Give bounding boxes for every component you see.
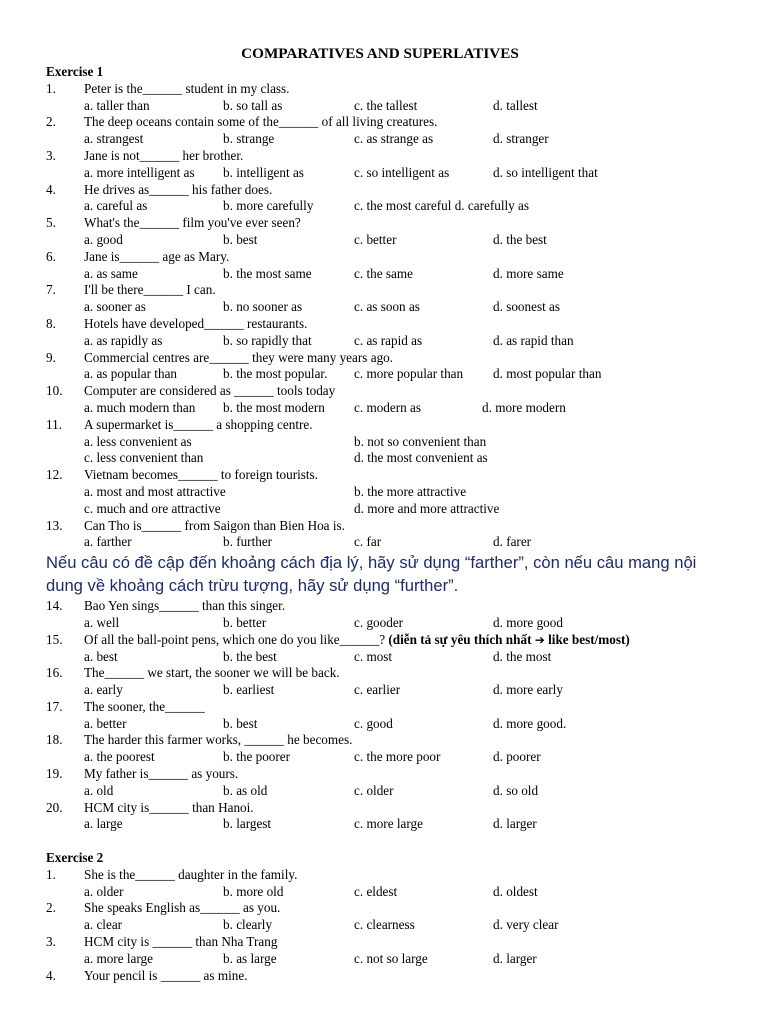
ex1-question-7 <box>46 282 714 299</box>
option-c: c. good <box>354 715 393 731</box>
option-a: a. as rapidly as <box>84 332 163 348</box>
question-stem: What's the______ film you've ever seen? <box>84 215 301 231</box>
question-11 <box>46 417 714 434</box>
question-number: 1. <box>46 80 56 96</box>
option-d: d. larger <box>493 816 537 832</box>
farther-further-note: Nếu câu có đề cập đến khoảng cách địa lý, hãy sử dụng “farther”, còn nếu câu mang nội dung về khoảng cách trừu tượng, hãy sử dụng “further”. <box>46 553 697 595</box>
ex2-question-1 <box>46 867 714 884</box>
question-15-options <box>46 649 714 666</box>
ex1-question-6-options <box>46 266 714 283</box>
ex1-question-4 <box>46 182 714 199</box>
ex1-question-3-options <box>46 165 714 182</box>
ex1-question-4-options <box>46 198 714 215</box>
option-b: b. as old <box>223 782 268 798</box>
ex1-b2-question-4-options <box>46 783 714 800</box>
option-b: b. further <box>223 534 273 550</box>
ex1-question-2-options <box>46 131 714 148</box>
ex1-b2-question-1 <box>46 665 714 682</box>
ex1-question-9-options <box>46 366 714 383</box>
option-b: b. the best <box>223 648 277 664</box>
question-hint-end: like best/most) <box>548 631 630 647</box>
option-d: d. more good <box>493 614 563 630</box>
option-c: c. clearness <box>354 917 415 933</box>
option-d: d. more same <box>493 265 564 281</box>
question-number: 2. <box>46 900 56 916</box>
ex1-b2-question-4 <box>46 766 714 783</box>
spacer <box>46 833 714 850</box>
option-d: d. stranger <box>493 131 549 147</box>
ex2-question-2 <box>46 900 714 917</box>
option-a: a. most and most attractive <box>84 483 226 499</box>
question-stem: My father is______ as yours. <box>84 766 239 782</box>
option-a: a. taller than <box>84 97 150 113</box>
option-a: a. less convenient as <box>84 433 192 449</box>
option-c: c. the more poor <box>354 749 441 765</box>
option-c: c. as soon as <box>354 299 420 315</box>
question-stem: HCM city is______ than Hanoi. <box>84 799 254 815</box>
question-stem: I'll be there______ I can. <box>84 282 216 298</box>
ex1-b2-question-3 <box>46 732 714 749</box>
question-number: 6. <box>46 248 56 264</box>
question-stem: The deep oceans contain some of the______ of all living creatures. <box>84 114 438 130</box>
option-d: d. as rapid than <box>493 332 574 348</box>
question-number: 18. <box>46 732 63 748</box>
question-stem: She speaks English as______ as you. <box>84 900 281 916</box>
ex1-question-2 <box>46 114 714 131</box>
option-a: a. as popular than <box>84 366 178 382</box>
option-a: a. good <box>84 231 123 247</box>
question-10 <box>46 383 714 400</box>
question-number: 12. <box>46 467 63 483</box>
question-number: 16. <box>46 665 63 681</box>
question-hint: (diễn tả sự yêu thích nhất <box>388 631 532 647</box>
option-b: b. intelligent as <box>223 164 304 180</box>
question-number: 5. <box>46 215 56 231</box>
question-stem: Vietnam becomes______ to foreign tourists. <box>84 467 318 483</box>
option-d: d. larger <box>493 950 537 966</box>
exercise-2-heading: Exercise 2 <box>46 850 104 866</box>
question-number: 11. <box>46 416 62 432</box>
ex1-question-5 <box>46 215 714 232</box>
option-d: d. more modern <box>482 399 566 415</box>
ex2-question-3 <box>46 934 714 951</box>
question-stem: Jane is______ age as Mary. <box>84 248 230 264</box>
option-a: a. the poorest <box>84 749 155 765</box>
ex2-question-1-options <box>46 884 714 901</box>
option-b: b. better <box>223 614 267 630</box>
option-a: a. better <box>84 715 127 731</box>
option-a: a. careful as <box>84 198 148 214</box>
exercise-2-question-4 <box>46 968 714 985</box>
question-number: 13. <box>46 517 63 533</box>
ex1-question-9 <box>46 350 714 367</box>
option-a: a. more large <box>84 950 153 966</box>
exercise-1-questions-16-20 <box>46 665 714 833</box>
question-number: 3. <box>46 934 56 950</box>
option-c: c. better <box>354 231 397 247</box>
option-a: a. strangest <box>84 131 144 147</box>
question-number: 1. <box>46 866 56 882</box>
question-stem: Can Tho is______ from Saigon than Bien Hoa is. <box>84 517 345 533</box>
ex1-b2-question-2-options <box>46 716 714 733</box>
ex2-question-2-options <box>46 917 714 934</box>
question-14 <box>46 598 714 615</box>
option-b: b. clearly <box>223 917 273 933</box>
question-stem: He drives as______ his father does. <box>84 181 273 197</box>
question-stem: Peter is the______ student in my class. <box>84 80 290 96</box>
question-stem: Of all the ball-point pens, which one do you like______? <box>84 631 386 647</box>
option-c: c. more large <box>354 816 423 832</box>
option-b: b. so rapidly that <box>223 332 312 348</box>
option-a: a. older <box>84 883 124 899</box>
option-d: d. tallest <box>493 97 538 113</box>
question-13-options <box>46 534 714 551</box>
question-13 <box>46 518 714 535</box>
option-c: c. far <box>354 534 382 550</box>
option-a: a. well <box>84 614 120 630</box>
option-c: c. more popular than <box>354 366 464 382</box>
question-number: 4. <box>46 967 56 983</box>
option-c: c. modern as <box>354 399 422 415</box>
option-c: c. eldest <box>354 883 398 899</box>
option-a: a. as same <box>84 265 138 281</box>
question-stem: Hotels have developed______ restaurants. <box>84 315 308 331</box>
option-c: c. the most careful d. carefully as <box>354 198 530 214</box>
option-b: b. not so convenient than <box>354 433 487 449</box>
question-12-options-row-2 <box>46 501 714 518</box>
option-b: b. best <box>223 715 258 731</box>
ex2-question-3-options <box>46 951 714 968</box>
ex1-question-5-options <box>46 232 714 249</box>
ex1-question-6 <box>46 249 714 266</box>
question-number: 14. <box>46 598 63 614</box>
option-d: d. the most convenient as <box>354 450 488 466</box>
option-c: c. as strange as <box>354 131 434 147</box>
exercise-1-heading: Exercise 1 <box>46 64 104 79</box>
option-b: b. no sooner as <box>223 299 303 315</box>
option-a: a. clear <box>84 917 123 933</box>
question-stem: She is the______ daughter in the family. <box>84 866 298 882</box>
option-c: c. most <box>354 648 393 664</box>
option-a: a. early <box>84 682 123 698</box>
option-b: b. the poorer <box>223 749 291 765</box>
option-c: c. as rapid as <box>354 332 423 348</box>
question-stem: Your pencil is ______ as mine. <box>84 967 248 983</box>
option-b: b. the more attractive <box>354 483 467 499</box>
option-d: d. the best <box>493 231 547 247</box>
option-a: a. farther <box>84 534 132 550</box>
option-d: d. more and more attractive <box>354 500 500 516</box>
question-stem: HCM city is ______ than Nha Trang <box>84 934 278 950</box>
option-a: a. more intelligent as <box>84 164 195 180</box>
ex1-question-7-options <box>46 299 714 316</box>
option-b: b. earliest <box>223 682 275 698</box>
option-b: b. as large <box>223 950 277 966</box>
arrow-icon: ➔ <box>534 632 545 647</box>
question-number: 2. <box>46 114 56 130</box>
ex1-question-3 <box>46 148 714 165</box>
document <box>46 44 714 984</box>
option-c: c. less convenient than <box>84 450 204 466</box>
option-d: d. oldest <box>493 883 538 899</box>
question-stem: Jane is not______ her brother. <box>84 147 244 163</box>
question-11-options-row-1 <box>46 434 714 451</box>
question-stem: Commercial centres are______ they were many years ago. <box>84 349 394 365</box>
option-d: d. so intelligent that <box>493 164 598 180</box>
option-b: b. more carefully <box>223 198 314 214</box>
option-b: b. the most popular. <box>223 366 328 382</box>
question-number: 15. <box>46 631 63 647</box>
ex1-b2-question-2 <box>46 699 714 716</box>
question-number: 4. <box>46 181 56 197</box>
question-stem: Computer are considered as ______ tools today <box>84 383 336 399</box>
option-a: a. sooner as <box>84 299 146 315</box>
ex1-question-8 <box>46 316 714 333</box>
option-d: d. so old <box>493 782 539 798</box>
question-12-options-row-1 <box>46 484 714 501</box>
option-b: b. strange <box>223 131 275 147</box>
option-a: a. much modern than <box>84 399 196 415</box>
question-stem: Bao Yen sings______ than this singer. <box>84 598 286 614</box>
question-12 <box>46 467 714 484</box>
ex1-b2-question-5-options <box>46 816 714 833</box>
option-d: d. very clear <box>493 917 559 933</box>
option-a: a. best <box>84 648 118 664</box>
option-d: d. most popular than <box>493 366 602 382</box>
question-stem: The______ we start, the sooner we will be back. <box>84 665 340 681</box>
option-d: d. farer <box>493 534 532 550</box>
option-b: b. so tall as <box>223 97 283 113</box>
question-number: 7. <box>46 282 56 298</box>
option-d: d. more good. <box>493 715 567 731</box>
option-d: d. the most <box>493 648 552 664</box>
option-c: c. the tallest <box>354 97 418 113</box>
option-c: c. much and ore attractive <box>84 500 221 516</box>
exercise-1-questions-1-9 <box>46 81 714 383</box>
option-c: c. the same <box>354 265 413 281</box>
ex1-question-1 <box>46 81 714 98</box>
option-c: c. so intelligent as <box>354 164 450 180</box>
option-a: a. old <box>84 782 114 798</box>
page-title: COMPARATIVES AND SUPERLATIVES <box>241 45 519 62</box>
question-number: 8. <box>46 315 56 331</box>
question-number: 3. <box>46 147 56 163</box>
question-14-options <box>46 615 714 632</box>
question-stem: The harder this farmer works, ______ he becomes. <box>84 732 353 748</box>
exercise-2-questions <box>46 867 714 968</box>
question-number: 10. <box>46 383 63 399</box>
option-c: c. earlier <box>354 682 401 698</box>
question-stem: A supermarket is______ a shopping centre. <box>84 416 313 432</box>
question-10-options <box>46 400 714 417</box>
option-c: c. not so large <box>354 950 428 966</box>
question-number: 19. <box>46 766 63 782</box>
ex1-question-8-options <box>46 333 714 350</box>
ex1-b2-question-1-options <box>46 682 714 699</box>
question-15 <box>46 632 714 649</box>
question-stem: The sooner, the______ <box>84 698 205 714</box>
option-d: d. soonest as <box>493 299 561 315</box>
option-b: b. the most same <box>223 265 312 281</box>
option-d: d. more early <box>493 682 563 698</box>
option-b: b. more old <box>223 883 284 899</box>
option-c: c. older <box>354 782 394 798</box>
option-a: a. large <box>84 816 123 832</box>
question-11-options-row-2 <box>46 450 714 467</box>
option-b: b. best <box>223 231 258 247</box>
ex1-b2-question-3-options <box>46 749 714 766</box>
question-number: 17. <box>46 698 63 714</box>
option-b: b. largest <box>223 816 272 832</box>
question-number: 20. <box>46 799 63 815</box>
ex1-b2-question-5 <box>46 800 714 817</box>
question-number: 9. <box>46 349 56 365</box>
option-b: b. the most modern <box>223 399 325 415</box>
ex1-question-1-options <box>46 98 714 115</box>
option-d: d. poorer <box>493 749 541 765</box>
option-c: c. gooder <box>354 614 404 630</box>
